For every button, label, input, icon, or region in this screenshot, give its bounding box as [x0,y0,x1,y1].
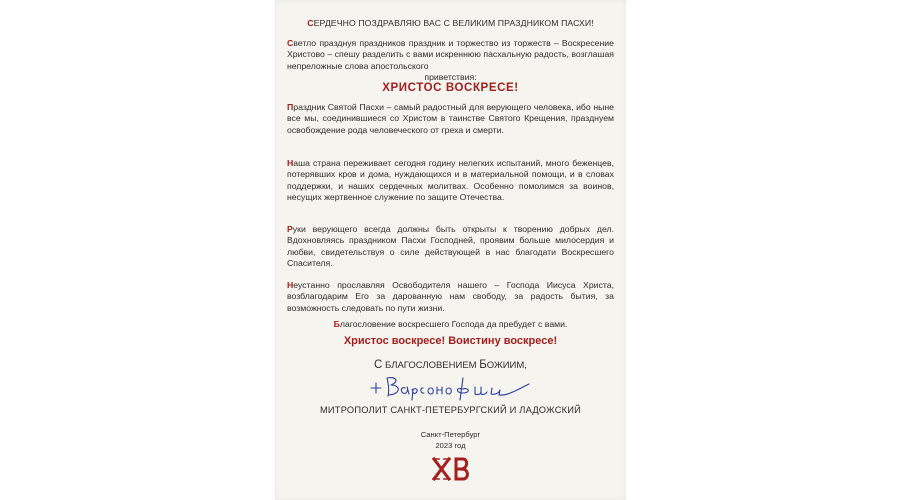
heading-text: ЕРДЕЧНО ПОЗДРАВЛЯЮ ВАС С ВЕЛИКИМ ПРАЗДНИКОМ ПАСХИ! [313,18,594,28]
paragraph-glorify-initial: Н [287,280,294,290]
paragraph-intro [287,38,614,84]
paragraph-country-text: аша страна переживает сегодня годину нелегких испытаний, много беженцев, потерявших кров и дома, нуждающихся и в материальной помощи, и в словах поддержки, и наших сердечных молитвах. Особенно помолимся за воинов, несущих жертвенное служение по защите Отечества. [287,158,614,203]
paragraph-glorify-text: еустанно прославляя Освободителя нашего – Господа Иисуса Христа, возблагодарим Его за дарованную нам свободу, за радость бытия, за возможность следовать по пути жизни. [287,280,614,313]
handwritten-signature [367,368,537,402]
paragraph-intro-tail: приветствия: [424,72,477,83]
letter-year: 2023 год [435,441,466,450]
blessing-initial-1: С [374,359,383,371]
paragraph-intro-text: ветло празднуя праздников праздник и торжество из торжеств – Воскресение Христово – спешу разделить с вами искреннюю пасхальную радость, возглашая непреложные слова апостольского [287,38,614,71]
paragraph-country [287,158,614,204]
paragraph-intro-initial: С [287,38,294,48]
paragraph-easter [287,102,614,136]
blessing-text-1: БЛАГОСЛОВЕНИЕМ [382,360,480,371]
paragraph-country-initial: Н [287,158,294,168]
paragraph-blessing-text: лагословение воскресшего Господа да пребудет с вами. [339,319,568,329]
metropolitan-title: МИТРОПОЛИТ САНКТ-ПЕТЕРБУРГСКИЙ И ЛАДОЖСКИЙ [319,405,582,415]
paragraph-hands-text: уки верующего всегда должны быть открыты к творению добрых дел. Вдохновляясь праздником Пасхи Господней, проявим больше милосердия и любви, свидетельствуя о силе действующей в нас благодати Воскресшего Спасителя. [287,224,614,269]
paragraph-blessing-initial: Б [333,319,340,329]
blessing-text-2: ОЖИИМ, [486,360,527,371]
blessing-initial-2: Б [479,359,487,371]
paragraph-easter-initial: П [287,102,294,112]
paragraph-hands-initial: Р [287,224,293,234]
paragraph-blessing [287,319,614,330]
closing-greeting: Христос воскресе! Воистину воскресе! [343,335,558,347]
letter-title: ХРИСТОС ВОСКРЕСЕ! [382,82,519,94]
xv-monogram-logo [431,455,471,483]
heading-initial: С [307,18,314,28]
letter-heading [287,18,614,29]
paragraph-easter-text: раздник Святой Пасхи – самый радостный для верующего человека, ибо ныне все мы, соединившиеся со Христом в таинстве Святого Крещения, празднуем освобождение рода человеческого от греха и смерти. [287,102,614,135]
paragraph-glorify [287,280,614,314]
easter-greeting-letter [275,0,626,500]
city-name: Санкт-Петербург [420,430,481,439]
paragraph-hands [287,224,614,270]
